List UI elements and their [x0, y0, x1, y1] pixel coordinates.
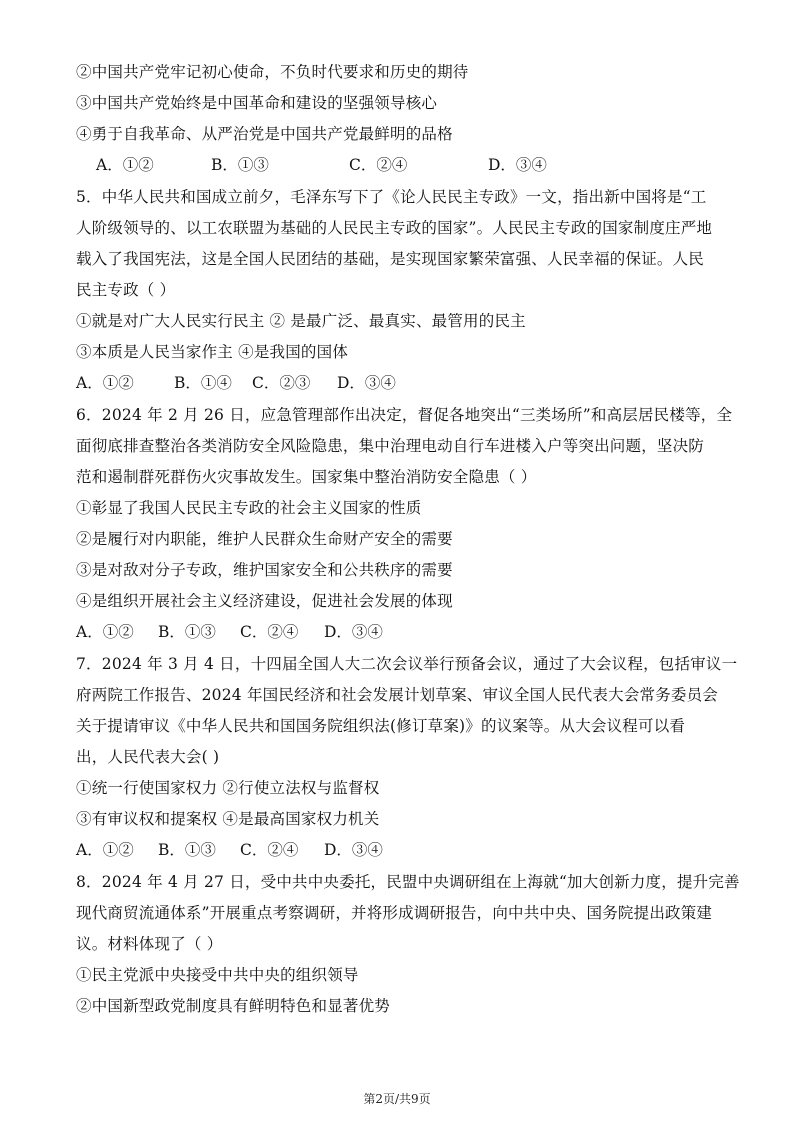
text-line: 议。材料体现了（ ） [76, 935, 223, 953]
text-line: ③是对敌对分子专政，维护国家安全和公共秩序的需要 [76, 561, 453, 579]
text-line: ②中国新型政党制度具有鲜明特色和显著优势 [76, 997, 391, 1015]
text-line: 面彻底排查整治各类消防安全风险隐患，集中治理电动自行车进楼入户等突出问题，坚决防 [76, 437, 705, 455]
text-line: ③有审议权和提案权 ④是最高国家权力机关 [76, 810, 380, 828]
text-line: ②中国共产党牢记初心使命，不负时代要求和历史的期待 [76, 63, 469, 81]
text-line: 府两院工作报告、2024 年国民经济和社会发展计划草案、审议全国人民代表大会常务委员会 [76, 686, 718, 704]
text-line: 民主专政（ ） [76, 281, 176, 299]
text-line: ①统一行使国家权力 ②行使立法权与监督权 [76, 779, 380, 797]
option-b: B．①④ [174, 374, 232, 392]
text-line: 关于提请审议《中华人民共和国国务院组织法(修订草案)》的议案等。从大会议程可以看 [76, 717, 686, 735]
question-7-stem: 7．2024 年 3 月 4 日，十四届全国人大二次会议举行预备会议，通过了大会议程，包括审议一 [76, 655, 738, 673]
text-line: ④是组织开展社会主义经济建设，促进社会发展的体现 [76, 592, 453, 610]
text-line: ①就是对广大人民实行民主 ② 是最广泛、最真实、最管用的民主 [76, 312, 526, 330]
text-line: 人阶级领导的、以工农联盟为基础的人民民主专政的国家”。人民民主专政的国家制度庄严地 [76, 219, 713, 237]
text-line: ④勇于自我革命、从严治党是中国共产党最鲜明的品格 [76, 125, 453, 143]
page-number: 第2页/共9页 [363, 1092, 431, 1106]
option-d: D．③④ [337, 374, 396, 392]
text-line: 现代商贸流通体系”开展重点考察调研，并将形成调研报告，向中共中央、国务院提出政策建 [76, 904, 713, 922]
question-8-stem: 8．2024 年 4 月 27 日，受中共中央委托，民盟中央调研组在上海就“加大创新力度，提升完善 [76, 873, 740, 891]
text-line: ①彰显了我国人民民主专政的社会主义国家的性质 [76, 499, 422, 517]
option-d: D．③④ [324, 841, 383, 859]
option-c: C．②③ [252, 374, 311, 392]
text-line: 出，人民代表大会( ) [76, 748, 220, 766]
option-d: D．③④ [324, 623, 383, 641]
text-line: ②是履行对内职能，维护人民群众生命财产安全的需要 [76, 530, 453, 548]
option-b: B．①③ [211, 156, 269, 174]
option-c: C．②④ [349, 156, 408, 174]
question-5-stem: 5．中华人民共和国成立前夕，毛泽东写下了《论人民民主专政》一文，指出新中国将是“工 [76, 188, 707, 206]
option-b: B．①③ [158, 841, 216, 859]
text-line: ①民主党派中央接受中共中央的组织领导 [76, 966, 359, 984]
option-b: B．①③ [158, 623, 216, 641]
option-a: A．①② [76, 374, 134, 392]
option-a: A．①② [76, 623, 134, 641]
option-c: C．②④ [240, 841, 299, 859]
text-line: ③中国共产党始终是中国革命和建设的坚强领导核心 [76, 94, 438, 112]
option-a: A．①② [76, 841, 134, 859]
text-line: 载入了我国宪法，这是全国人民团结的基础，是实现国家繁荣富强、人民幸福的保证。人民 [76, 250, 705, 268]
text-line: 范和遏制群死群伤火灾事故发生。国家集中整治消防安全隐患（ ） [76, 468, 537, 486]
text-line: ③本质是人民当家作主 ④是我国的国体 [76, 343, 349, 361]
option-d: D．③④ [488, 156, 547, 174]
question-6-stem: 6．2024 年 2 月 26 日，应急管理部作出决定，督促各地突出“三类场所”和高层居民楼等，全 [76, 406, 733, 424]
option-c: C．②④ [240, 623, 299, 641]
option-a: A．①② [96, 156, 154, 174]
